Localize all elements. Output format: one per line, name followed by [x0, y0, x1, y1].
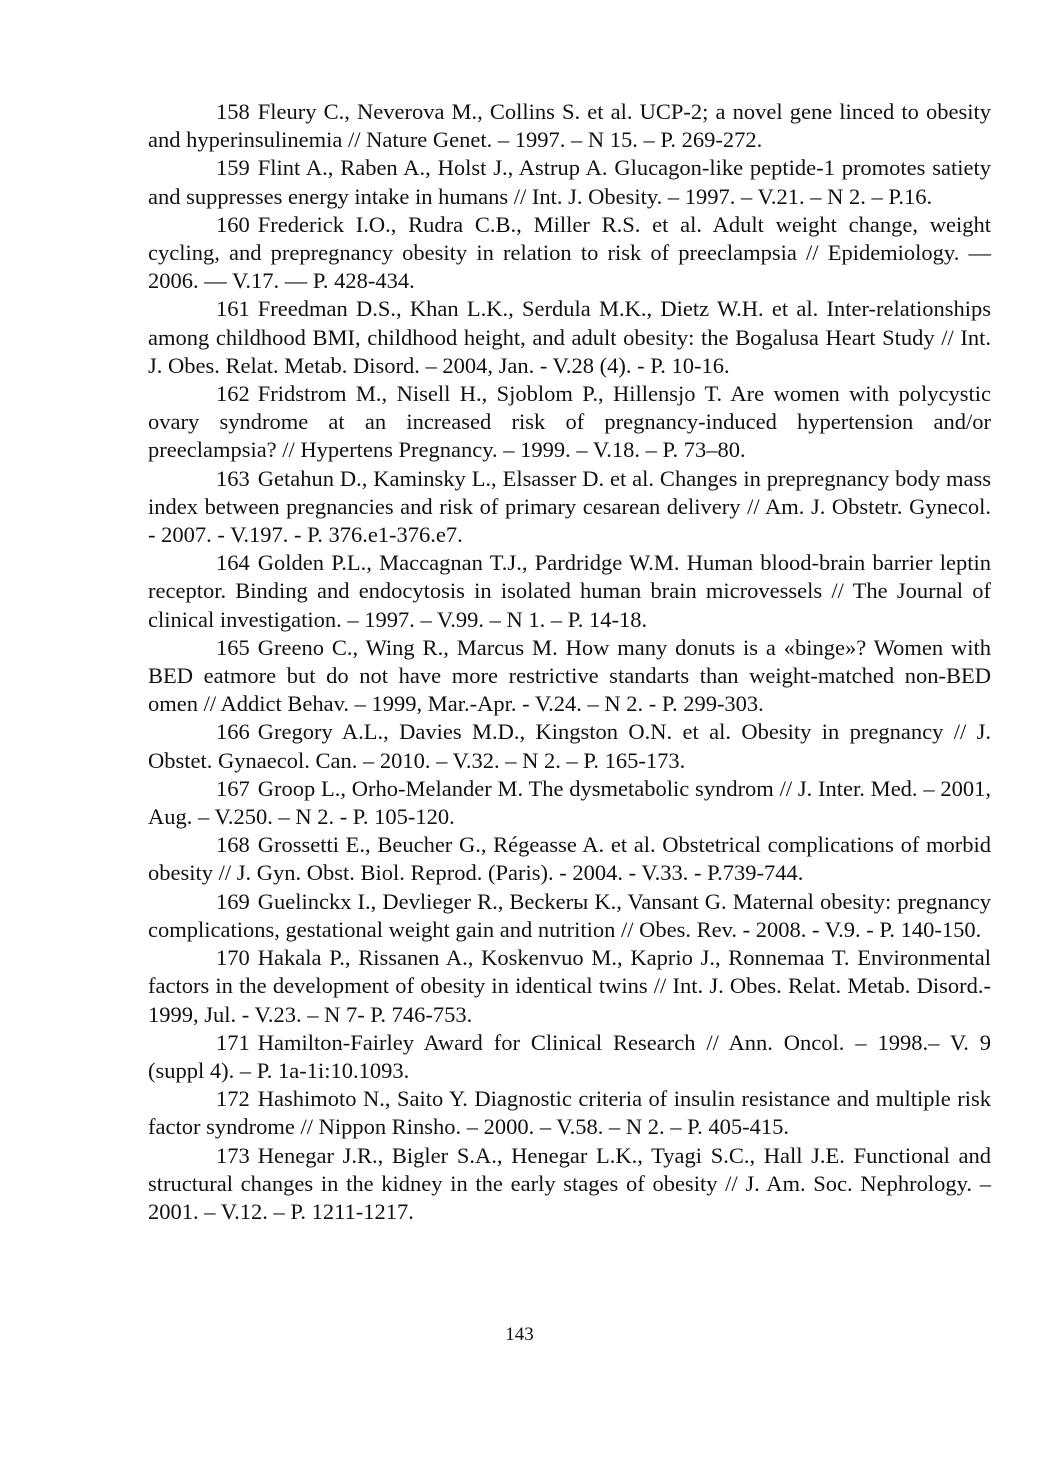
reference-item — [148, 1085, 991, 1141]
reference-item — [148, 465, 991, 550]
reference-number: 166 — [216, 719, 250, 745]
reference-text: Fridstrom M., Nisell H., Sjoblom P., Hillensjo T. Are women with polycystic ovary syndrome at an increased risk of pregnancy-induced hypertension and/or preeclampsia? // Hypertens Pregnancy. – 1999. – V.18. – P. 73–80. — [148, 381, 991, 463]
reference-number: 165 — [216, 634, 250, 660]
reference-item — [148, 634, 991, 719]
reference-text: Guelinckx I., Devlieger R., Beckerы K., Vansant G. Maternal obesity: pregnancy complications, gestational weight gain and nutrition // Obes. Rev. - 2008. - V.9. - P. 140-150. — [148, 888, 991, 942]
reference-text: Flint A., Raben A., Holst J., Astrup A. Glucagon-like peptide-1 promotes satiety and suppresses energy intake in humans // Int. J. Obesity. – 1997. – V.21. – N 2. – P.16. — [148, 155, 991, 209]
reference-text: Hashimoto N., Saito Y. Diagnostic criteria of insulin resistance and multiple risk factor syndrome // Nippon Rinsho. – 2000. – V.58. – N 2. – P. 405-415. — [148, 1086, 991, 1140]
reference-number: 160 — [216, 211, 250, 237]
reference-number: 159 — [216, 155, 250, 181]
reference-number: 163 — [216, 465, 250, 491]
reference-number: 173 — [216, 1142, 250, 1168]
reference-item — [148, 98, 991, 154]
page-number: 143 — [505, 1324, 534, 1345]
reference-item — [148, 944, 991, 1029]
reference-text: Golden P.L., Maccagnan T.J., Pardridge W.M. Human blood-brain barrier leptin receptor. Binding and endocytosis in isolated human brain microvessels // The Journal of clinical investigation. – 1997. – V.99. – N 1. – P. 14-18. — [148, 550, 991, 632]
reference-item — [148, 211, 991, 296]
reference-text: Frederick I.O., Rudra C.B., Miller R.S. et al. Adult weight change, weight cycling, and prepregnancy obesity in relation to risk of preeclampsia // Epidemiology. — 2006. — V.17. — P. 428-434. — [148, 211, 991, 294]
reference-text: Henegar J.R., Bigler S.A., Henegar L.K., Tyagi S.C., Hall J.E. Functional and structural changes in the kidney in the early stages of obesity // J. Am. Soc. Nephrology. – 2001. – V.12. – P. 1211-1217. — [148, 1142, 991, 1224]
reference-item — [148, 295, 991, 380]
reference-item — [148, 154, 991, 210]
reference-text: Hamilton-Fairley Award for Clinical Research // Ann. Oncol. – 1998.– V. 9 (suppl 4). – P. 1a-1i:10.1093. — [148, 1029, 991, 1083]
reference-text: Hakala P., Rissanen A., Koskenvuo M., Kaprio J., Ronnemaa T. Environmental factors in the development of obesity in identical twins // Int. J. Obes. Relat. Metab. Disord.- 1999, Jul. - V.23. – N 7- P. 746-753. — [148, 945, 991, 1027]
reference-number: 164 — [216, 550, 250, 576]
reference-text: Fleury C., Neverova M., Collins S. et al. UCP-2; a novel gene linced to obesity and hyperinsulinemia // Nature Genet. – 1997. – N 15. – P. 269-272. — [148, 99, 991, 153]
reference-number: 169 — [216, 888, 250, 914]
reference-list — [148, 98, 991, 1226]
reference-number: 162 — [216, 381, 250, 407]
reference-number: 161 — [216, 296, 250, 322]
reference-item — [148, 1142, 991, 1227]
reference-item — [148, 775, 991, 831]
reference-text: Getahun D., Kaminsky L., Elsasser D. et al. Changes in prepregnancy body mass index between pregnancies and risk of primary cesarean delivery // Am. J. Obstetr. Gynecol. - 2007. - V.197. - P. 376.e1-376.e7. — [148, 465, 991, 548]
reference-text: Gregory A.L., Davies M.D., Kingston O.N. et al. Obesity in pregnancy // J. Obstet. Gynaecol. Can. – 2010. – V.32. – N 2. – P. 165-173. — [148, 719, 991, 773]
reference-item — [148, 380, 991, 465]
reference-number: 172 — [216, 1086, 250, 1112]
reference-number: 168 — [216, 832, 250, 858]
reference-item — [148, 1029, 991, 1085]
reference-number: 170 — [216, 945, 250, 971]
reference-item — [148, 831, 991, 887]
reference-text: Grossetti E., Beucher G., Régeasse A. et al. Obstetrical complications of morbid obesity // J. Gyn. Obst. Biol. Reprod. (Paris). - 2004. - V.33. - P.739-744. — [148, 832, 991, 886]
reference-text: Greeno C., Wing R., Marcus M. How many donuts is a «binge»? Women with BED eatmore but do not have more restrictive standarts than weight-matched non-BED omen // Addict Behav. – 1999, Mar.-Apr. - V.24. – N 2. - P. 299-303. — [148, 634, 991, 717]
reference-item — [148, 718, 991, 774]
reference-number: 171 — [216, 1029, 250, 1055]
reference-text: Groop L., Orho-Melander M. The dysmetabolic syndrom // J. Inter. Med. – 2001, Aug. – V.250. – N 2. - P. 105-120. — [148, 775, 991, 830]
reference-text: Freedman D.S., Khan L.K., Serdula M.K., Dietz W.H. et al. Inter-relationships among childhood BMI, childhood height, and adult obesity: the Bogalusa Heart Study // Int. J. Obes. Relat. Metab. Disord. – 2004, Jan. - V.28 (4). - P. 10-16. — [148, 296, 991, 378]
reference-item — [148, 549, 991, 634]
reference-item — [148, 888, 991, 944]
reference-number: 158 — [216, 99, 250, 124]
reference-number: 167 — [216, 775, 250, 801]
